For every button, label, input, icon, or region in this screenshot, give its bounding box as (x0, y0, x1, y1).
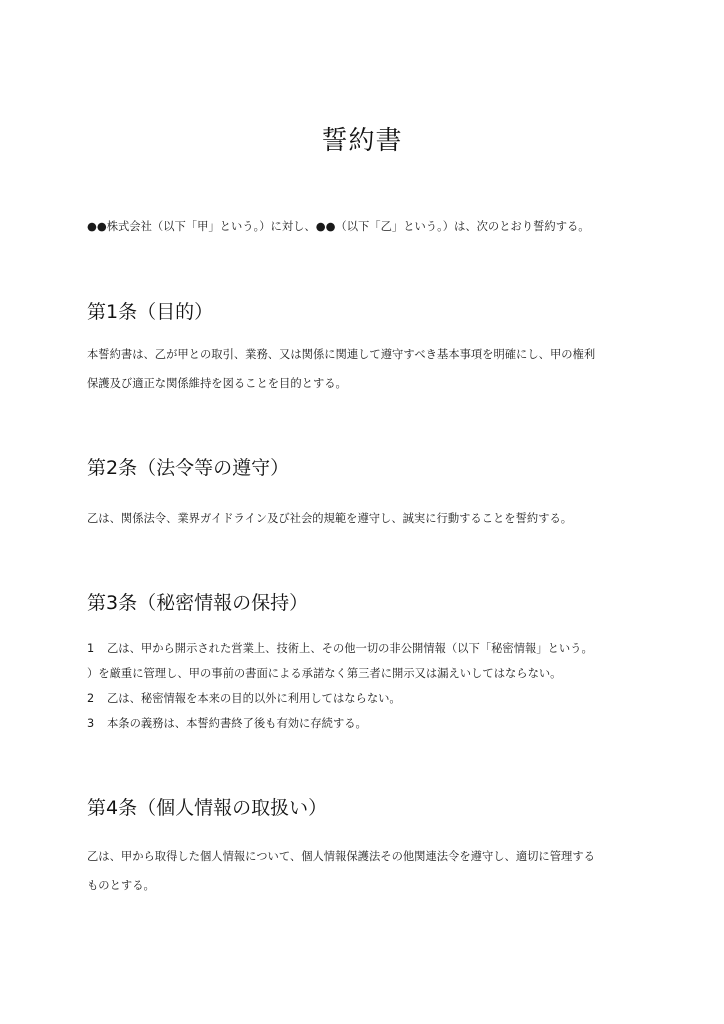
article-3-item-1 (87, 636, 647, 661)
article-2-line-1: 乙は、関係法令、業界ガイドライン及び社会的規範を遵守し、誠実に行動することを誓約する。 (87, 512, 573, 525)
article-4-line-2: ものとする。 (87, 878, 155, 892)
article-3-item-2 (87, 686, 647, 711)
item-text: 乙は、秘密情報を本来の目的以外に利用してはならない。 (107, 692, 401, 705)
intro-paragraph: ●●株式会社（以下「甲」という。）に対し、●●（以下「乙」という。）は、次のとおり誓約する。 (87, 220, 590, 233)
article-4-body (87, 843, 647, 900)
item-number: 1 (87, 642, 95, 655)
article-1-heading: 第1条（目的） (87, 301, 214, 323)
article-2-body (87, 505, 647, 534)
article-4-heading: 第4条（個人情報の取扱い） (87, 797, 328, 819)
article-3-body (87, 636, 647, 736)
article-3-item-1-cont: ）を厳重に管理し、甲の事前の書面による承諾なく第三者に開示又は漏えいしてはならない。 (87, 667, 562, 680)
item-number: 2 (87, 692, 95, 705)
article-1-body (87, 341, 647, 398)
article-4-line-1: 乙は、甲から取得した個人情報について、個人情報保護法その他関連法令を遵守し、適切に管理する (87, 850, 595, 863)
article-2-heading: 第2条（法令等の遵守） (87, 457, 290, 479)
article-1-line-2: 保護及び適正な関係維持を図ることを目的とする。 (87, 376, 347, 390)
item-text: 乙は、甲から開示された営業上、技術上、その他一切の非公開情報（以下「秘密情報」という。 (107, 642, 593, 655)
article-3-item-3 (87, 711, 647, 736)
document-title: 誓約書 (321, 126, 403, 156)
item-number: 3 (87, 717, 95, 730)
item-text: 本条の義務は、本誓約書終了後も有効に存続する。 (107, 717, 367, 730)
article-3-heading: 第3条（秘密情報の保持） (87, 592, 309, 614)
article-1-line-1: 本誓約書は、乙が甲との取引、業務、又は関係に関連して遵守すべき基本事項を明確にし、甲の権利 (87, 348, 596, 361)
